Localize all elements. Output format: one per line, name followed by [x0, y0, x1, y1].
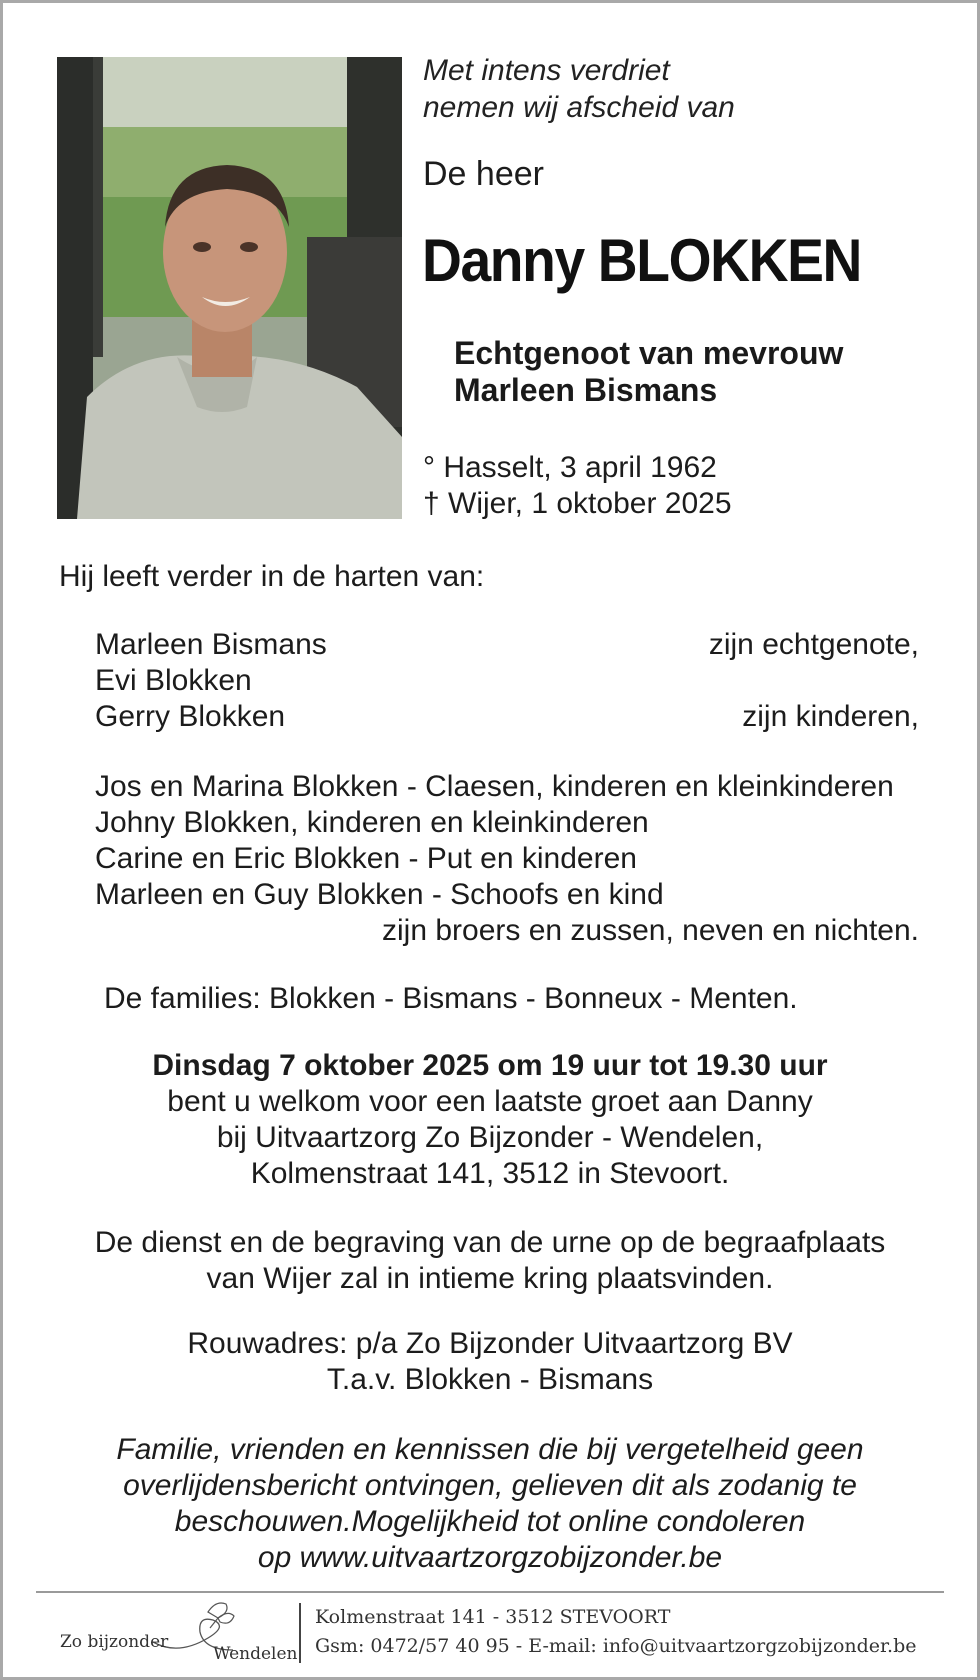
sibling-text: Marleen en Guy Blokken - Schoofs en kind — [95, 878, 664, 911]
service-line: van Wijer zal in intieme kring plaatsvinden. — [206, 1262, 774, 1295]
portrait-illustration — [57, 57, 402, 519]
child-name: Evi Blokken — [95, 664, 252, 697]
notice-line: op www.uitvaartzorgzobijzonder.be — [257, 1541, 723, 1574]
service-line: De dienst en de begraving van de urne op de begraafplaats — [94, 1226, 886, 1259]
salutation: De heer — [423, 155, 544, 193]
notice-line: beschouwen.Mogelijkheid tot online condoleren — [174, 1505, 806, 1538]
birth-date: ° Hasselt, 3 april 1962 — [423, 451, 717, 484]
sibling-text: Johny Blokken, kinderen en kleinkinderen — [95, 806, 649, 839]
funeral-home-logo — [58, 1598, 298, 1666]
visitation-line: bent u welkom voor een laatste groet aan Danny — [167, 1085, 813, 1118]
contact-phone-email: Gsm: 0472/57 40 95 - E-mail: info@uitvaartzorgzobijzonder.be — [315, 1635, 917, 1657]
spouse-name: Marleen Bismans — [454, 372, 718, 408]
survived-by-heading: Hij leeft verder in de harten van: — [59, 560, 485, 593]
partner-relation: zijn echtgenote, — [708, 628, 919, 661]
footer-divider — [36, 1591, 944, 1593]
sibling-text: Jos en Marina Blokken - Claesen, kinderen en kleinkinderen — [95, 770, 894, 803]
footer-separator — [299, 1603, 301, 1663]
child-name: Gerry Blokken — [95, 700, 286, 733]
visitation-block — [40, 1048, 940, 1192]
sibling-text: Carine en Eric Blokken - Put en kinderen — [95, 842, 637, 875]
death-date: † Wijer, 1 oktober 2025 — [423, 487, 732, 520]
portrait-photo — [57, 57, 402, 519]
visitation-line: bij Uitvaartzorg Zo Bijzonder - Wendelen, — [216, 1121, 764, 1154]
notice-line: Familie, vrienden en kennissen die bij vergetelheid geen — [116, 1433, 864, 1466]
notice-line: overlijdensbericht ontvingen, gelieven dit als zodanig te — [123, 1469, 857, 1502]
families-line: De families: Blokken - Bismans - Bonneux - Menten. — [104, 982, 798, 1015]
spouse-line — [454, 335, 843, 409]
logo-text-right: Wendelen — [213, 1644, 298, 1664]
notice-block — [40, 1432, 940, 1576]
spouse-title: Echtgenoot van mevrouw — [454, 335, 844, 371]
children-relation: zijn kinderen, — [742, 700, 919, 733]
contact-address: Kolmenstraat 141 - 3512 STEVOORT — [315, 1606, 671, 1628]
footer-contact — [315, 1603, 916, 1661]
address-line: T.a.v. Blokken - Bismans — [326, 1363, 654, 1396]
deceased-name: Danny BLOKKEN — [422, 227, 862, 294]
address-line: Rouwadres: p/a Zo Bijzonder Uitvaartzorg BV — [187, 1327, 793, 1360]
intro-line: Met intens verdriet — [423, 54, 670, 87]
intro-text — [423, 52, 735, 126]
partner-name: Marleen Bismans — [95, 628, 327, 661]
visitation-datetime: Dinsdag 7 oktober 2025 om 19 uur tot 19.30 uur — [152, 1049, 828, 1082]
mourning-address — [40, 1326, 940, 1398]
visitation-line: Kolmenstraat 141, 3512 in Stevoort. — [250, 1157, 730, 1190]
siblings-relation: zijn broers en zussen, neven en nichten. — [382, 914, 919, 947]
intro-line: nemen wij afscheid van — [423, 91, 735, 124]
life-dates — [423, 450, 732, 522]
logo-text-left: Zo bijzonder — [60, 1632, 169, 1652]
service-block — [40, 1225, 940, 1297]
